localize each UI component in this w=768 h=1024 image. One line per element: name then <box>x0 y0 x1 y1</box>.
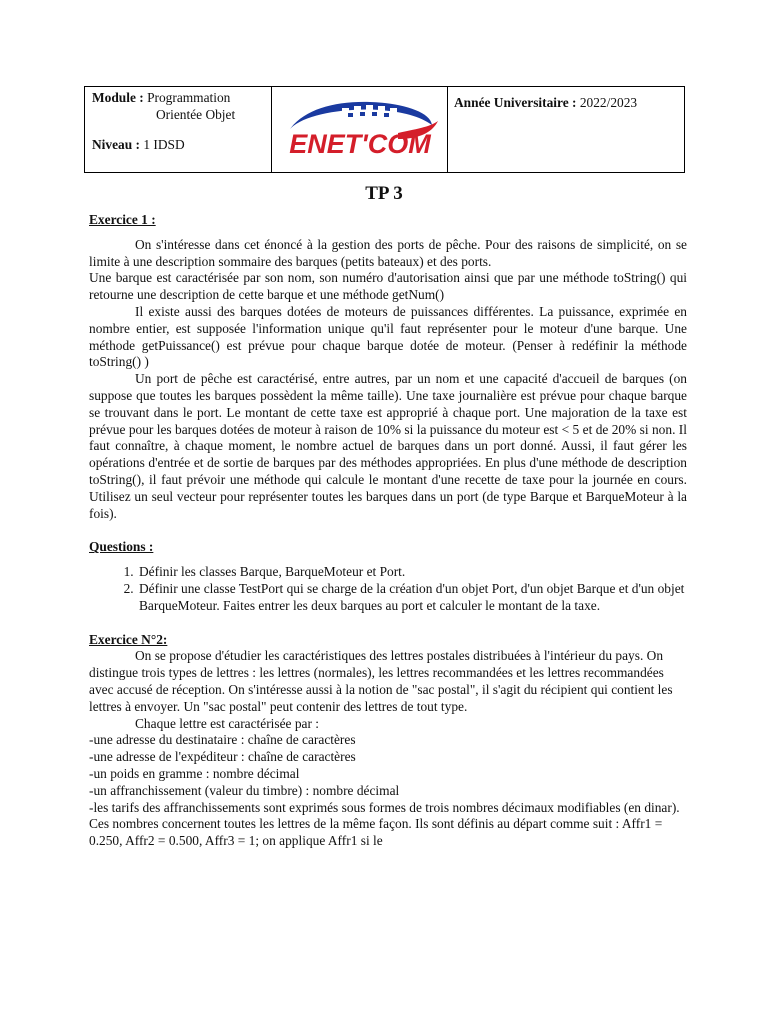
year-cell <box>448 87 684 172</box>
question-item-2: 2. Définir une classe TestPort qui se charge de la création d'un objet Port, d'un objet Barque et d'un objet BarqueMoteur. Faites entrer les deux barques au port et calculer le montant de la taxe. <box>137 581 687 615</box>
exercise2-heading: Exercice N°2: <box>89 631 168 647</box>
module-cell <box>85 87 272 172</box>
module-value-line2: Orientée Objet <box>156 106 236 122</box>
logo-text: ENET'COM <box>288 128 431 159</box>
questions-list <box>89 564 687 614</box>
ex2-intro: On se propose d'étudier les caractéristiques des lettres postales distribuées à l'intérieur du pays. On distingue trois types de lettres : les lettres (normales), les lettres recommandées et les lettres recommandées avec accusé de réception. On s'intéresse aussi à la notion de "sac postal", il s'agit du récipient qui contient les lettres à envoyer. Un "sac postal" peut contenir des lettres de tout type. <box>89 648 673 714</box>
ex2-char-2: -une adresse de l'expéditeur : chaîne de caractères <box>89 749 356 765</box>
ex1-paragraph-2: Une barque est caractérisée par son nom, son numéro d'autorisation ainsi que par une méthode toString() qui retourne une description de cette barque et une méthode getNum() <box>89 270 687 303</box>
document-content <box>89 212 687 850</box>
logo-cell <box>272 87 448 172</box>
ex2-chars-intro: Chaque lettre est caractérisée par : <box>135 715 320 731</box>
ex2-char-3: -un poids en gramme : nombre décimal <box>89 765 300 781</box>
ex1-paragraph-4: Un port de pêche est caractérisé, entre autres, par un nom et une capacité d'accueil de barques (on suppose que toutes les barques possèdent la même taille). Une taxe journalière est prévue pour chaque barque se trouvant dans le port. Le montant de cette taxe est approprié à chaque port. Une majoration de la taxe est prévue pour les barques dotées de moteur à raison de 10% si la puissance du moteur est < 5 et de 20% si non. Il faut connaître, à chaque moment, le nombre actuel de barques dans un port donné. Aussi, il faut gérer les opérations d'entrée et de sortie de barques par des méthodes appropriées. En plus d'une méthode de description toString(), il faut prévoir une méthode qui calcule le montant d'une recette de taxe pour la journée en cours. Utilisez un seul vecteur pour représenter toutes les barques dans un port (de type Barque et BarqueMoteur à la fois). <box>89 371 687 521</box>
level-value: 1 IDSD <box>143 136 185 152</box>
question-item-1: 1. Définir les classes Barque, BarqueMoteur et Port. <box>137 564 687 581</box>
ex2-char-4: -un affranchissement (valeur du timbre) : nombre décimal <box>89 782 400 798</box>
enetcom-logo <box>280 99 440 161</box>
exercise1-heading: Exercice 1 : <box>89 212 156 227</box>
questions-heading: Questions : <box>89 539 154 555</box>
year-label: Année Universitaire : <box>454 95 577 110</box>
ex1-paragraph-1: On s'intéresse dans cet énoncé à la gestion des ports de pêche. Pour des raisons de simplicité, on se limite à une description sommaire des barques (petits bateaux) et des ports. <box>89 236 687 269</box>
ex2-char-1: -une adresse du destinataire : chaîne de caractères <box>89 732 356 748</box>
ex1-paragraph-3: Il existe aussi des barques dotées de moteurs de puissances différentes. La puissance, exprimée en nombre entier, est supposée l'information unique qu'il faut représenter pour le moteur d'une barque. Une méthode getPuissance() est prévue pour chaque barque dotée de moteur. (Penser à redéfinir la méthode toString() ) <box>89 303 687 370</box>
page-title: TP 3 <box>365 183 403 204</box>
level-label: Niveau : <box>92 136 140 152</box>
module-label: Module : <box>92 90 144 105</box>
year-value: 2022/2023 <box>579 95 638 110</box>
module-value-line1: Programmation <box>147 90 231 105</box>
header-table <box>84 86 685 173</box>
ex2-tariffs: -les tarifs des affranchissements sont exprimés sous formes de trois nombres décimaux modifiables (en dinar). Ces nombres concernent toutes les lettres de la même façon. Ils sont définis au départ comme suit : Affr1 = 0.250, Affr2 = 0.500, Affr3 = 1; on applique Affr1 si le <box>89 799 680 849</box>
